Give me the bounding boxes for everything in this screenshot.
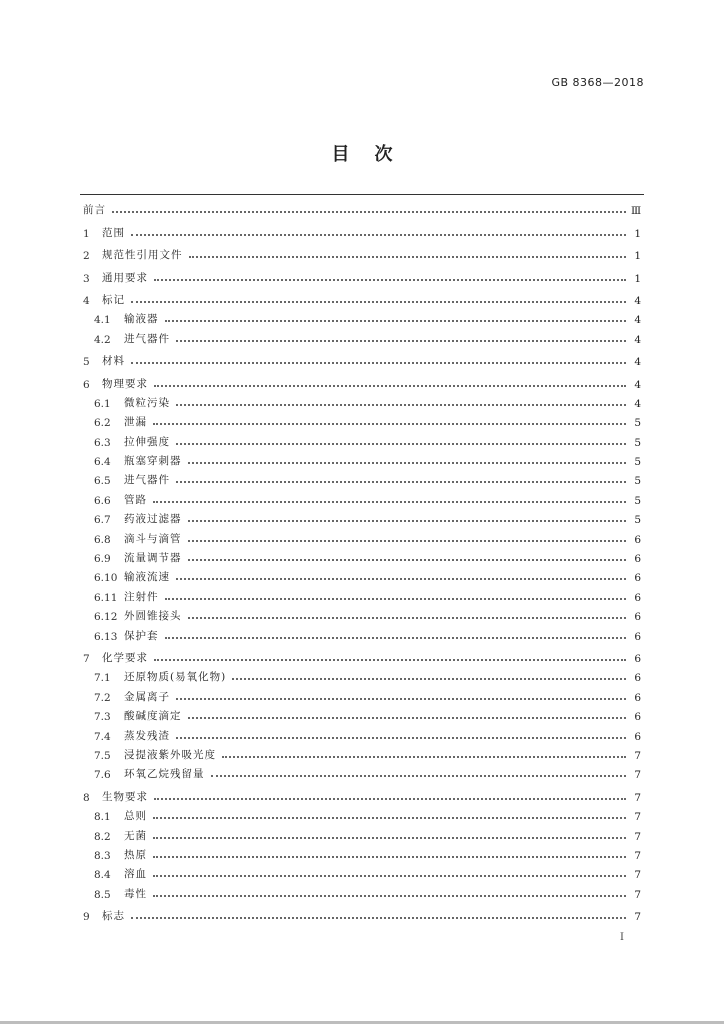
dot-leader [154,385,626,387]
toc-entry-page: 4 [634,378,641,391]
toc-entry[interactable] [83,723,641,742]
toc-entry-page: 6 [634,553,641,566]
toc-entry-title: 生物要求 [102,790,148,803]
toc-entry-title: 进气器件 [124,332,170,345]
toc-entry-number: 6.13 [94,630,118,643]
toc-entry-number: 6.1 [94,397,111,410]
toc-entry-page: 6 [634,652,641,665]
dot-leader [232,678,626,680]
page-title: 目 次 [331,144,393,165]
toc-entry-number: 6.12 [94,611,118,624]
toc-entry-page: 1 [634,250,641,263]
dot-leader [165,320,627,322]
toc-entry-title: 前言 [83,204,106,217]
dot-leader [188,520,627,522]
toc-entry-title: 输液流速 [124,571,170,584]
dot-leader [165,637,627,639]
toc-entry[interactable] [83,762,641,781]
toc-entry-title: 通用要求 [102,271,148,284]
toc-entry-title: 环氧乙烷残留量 [124,768,205,781]
dot-leader [153,895,626,897]
toc-entry[interactable] [83,565,641,584]
dot-leader [176,481,626,483]
toc-entry-page: 7 [634,749,641,762]
toc-entry-title: 总则 [124,810,147,823]
dot-leader [188,462,627,464]
dot-leader [189,256,627,258]
toc-entry[interactable] [83,487,641,506]
dot-leader [154,798,626,800]
toc-entry-page: 7 [634,849,641,862]
toc-entry-title: 范围 [102,226,125,239]
toc-entry[interactable] [83,307,641,326]
toc-entry-number: 7.6 [94,769,111,782]
dot-leader [112,211,626,213]
toc-entry[interactable] [83,349,641,368]
toc-entry-number: 8.2 [94,830,111,843]
toc-entry[interactable] [83,584,641,603]
toc-entry[interactable] [83,288,641,307]
toc-entry-page: 1 [634,272,641,285]
toc-entry-title: 管路 [124,493,147,506]
toc-entry-page: 7 [634,888,641,901]
toc-entry[interactable] [83,507,641,526]
toc-entry[interactable] [83,823,641,842]
toc-entry-title: 标记 [102,293,125,306]
toc-entry-number: 8.3 [94,849,111,862]
toc-entry-title: 酸碱度滴定 [124,710,182,723]
toc-entry-title: 溶血 [124,868,147,881]
toc-entry[interactable] [83,326,641,345]
toc-entry-title: 无菌 [124,829,147,842]
toc-entry-number: 7.3 [94,711,111,724]
dot-leader [153,856,626,858]
toc-entry-page: 6 [634,611,641,624]
toc-entry[interactable] [83,784,641,803]
toc-entry[interactable] [83,684,641,703]
toc-entry-number: 6.2 [94,417,111,430]
toc-entry-number: 6.10 [94,572,118,585]
table-of-contents [83,198,641,923]
toc-entry-title: 化学要求 [102,651,148,664]
footer-page-number: I [620,932,624,943]
dot-leader [188,717,627,719]
toc-entry[interactable] [83,410,641,429]
toc-entry[interactable] [83,604,641,623]
toc-entry-title: 物理要求 [102,377,148,390]
toc-entry-number: 7 [83,652,90,665]
toc-entry-title: 药液过滤器 [124,513,182,526]
toc-entry-title: 毒性 [124,887,147,900]
toc-entry[interactable] [83,243,641,262]
toc-entry[interactable] [83,198,641,217]
toc-entry[interactable] [83,862,641,881]
toc-entry-page: 7 [634,869,641,882]
toc-entry-title: 瓶塞穿刺器 [124,455,182,468]
toc-entry-page: 7 [634,911,641,924]
dot-leader [165,598,627,600]
toc-entry-title: 标志 [102,910,125,923]
toc-entry-page: 5 [634,436,641,449]
toc-entry-number: 7.2 [94,691,111,704]
toc-entry-title: 泄漏 [124,416,147,429]
dot-leader [153,817,626,819]
dot-leader [153,837,626,839]
toc-entry-title: 还原物质(易氧化物) [124,671,227,684]
dot-leader [153,423,626,425]
dot-leader [131,234,626,236]
toc-entry-page: 7 [634,791,641,804]
dot-leader [222,756,626,758]
dot-leader [153,501,626,503]
toc-entry-number: 7.5 [94,749,111,762]
toc-entry-page: 5 [634,417,641,430]
toc-entry-number: 4.1 [94,314,111,327]
title-rule [80,194,644,195]
dot-leader [154,279,626,281]
dot-leader [188,540,627,542]
toc-entry[interactable] [83,391,641,410]
toc-entry-number: 6.8 [94,533,111,546]
toc-entry[interactable] [83,429,641,448]
dot-leader [176,698,626,700]
toc-entry-page: 1 [634,227,641,240]
dot-leader [188,617,627,619]
toc-entry-number: 5 [83,356,90,369]
toc-entry-title: 注射件 [124,590,159,603]
toc-entry[interactable] [83,743,641,762]
toc-entry-page: 6 [634,630,641,643]
toc-entry-page: 6 [634,591,641,604]
toc-entry-number: 6.5 [94,475,111,488]
toc-entry-title: 滴斗与滴管 [124,532,182,545]
dot-leader [176,737,626,739]
dot-leader [131,917,626,919]
toc-entry-page: Ⅲ [631,205,642,218]
toc-entry-number: 6.6 [94,494,111,507]
toc-entry-page: 4 [634,333,641,346]
toc-entry-number: 3 [83,272,90,285]
toc-entry-number: 4 [83,294,90,307]
toc-entry-page: 4 [634,356,641,369]
toc-entry[interactable] [83,449,641,468]
toc-entry[interactable] [83,468,641,487]
toc-entry-number: 8.4 [94,869,111,882]
toc-entry-number: 7.4 [94,730,111,743]
toc-entry-page: 6 [634,672,641,685]
toc-entry-title: 进气器件 [124,474,170,487]
toc-entry[interactable] [83,646,641,665]
toc-entry-number: 8 [83,791,90,804]
toc-entry-page: 6 [634,533,641,546]
toc-entry[interactable] [83,220,641,239]
toc-entry[interactable] [83,526,641,545]
toc-entry[interactable] [83,843,641,862]
toc-entry-page: 4 [634,397,641,410]
dot-leader [153,875,626,877]
toc-entry-title: 规范性引用文件 [102,249,183,262]
toc-entry-number: 6.3 [94,436,111,449]
toc-entry-title: 拉伸强度 [124,435,170,448]
dot-leader [176,578,626,580]
dot-leader [176,443,626,445]
toc-entry-title: 流量调节器 [124,552,182,565]
toc-entry-number: 6.11 [94,591,118,604]
toc-entry-page: 4 [634,294,641,307]
toc-entry-title: 保护套 [124,629,159,642]
toc-entry-page: 6 [634,691,641,704]
toc-entry[interactable] [83,665,641,684]
toc-entry-number: 6 [83,378,90,391]
toc-entry-number: 1 [83,227,90,240]
toc-entry[interactable] [83,704,641,723]
standard-number: GB 8368—2018 [551,76,644,89]
toc-entry[interactable] [83,804,641,823]
toc-entry-title: 金属离子 [124,690,170,703]
dot-leader [154,659,626,661]
toc-entry-number: 7.1 [94,672,111,685]
toc-entry-page: 7 [634,811,641,824]
toc-entry-title: 浸提液紫外吸光度 [124,748,216,761]
dot-leader [131,301,626,303]
toc-entry[interactable] [83,371,641,390]
toc-entry-page: 7 [634,769,641,782]
toc-entry-title: 输液器 [124,313,159,326]
dot-leader [176,340,626,342]
toc-entry-number: 8.5 [94,888,111,901]
toc-entry-number: 9 [83,911,90,924]
toc-entry-page: 4 [634,314,641,327]
toc-entry-title: 热原 [124,848,147,861]
toc-entry-page: 6 [634,572,641,585]
toc-entry-page: 5 [634,475,641,488]
toc-entry[interactable] [83,265,641,284]
dot-leader [188,559,627,561]
toc-entry-page: 7 [634,830,641,843]
toc-entry-title: 蒸发残渣 [124,729,170,742]
toc-entry-number: 4.2 [94,333,111,346]
toc-entry-number: 6.9 [94,553,111,566]
dot-leader [211,775,627,777]
toc-entry-number: 6.7 [94,514,111,527]
toc-entry-page: 5 [634,514,641,527]
toc-entry-title: 外圆锥接头 [124,610,182,623]
dot-leader [176,404,626,406]
toc-entry[interactable] [83,881,641,900]
toc-entry[interactable] [83,546,641,565]
toc-entry-number: 2 [83,250,90,263]
toc-entry-title: 材料 [102,355,125,368]
toc-entry-page: 6 [634,730,641,743]
toc-entry-title: 微粒污染 [124,396,170,409]
toc-entry[interactable] [83,904,641,923]
toc-entry[interactable] [83,623,641,642]
toc-entry-page: 5 [634,456,641,469]
dot-leader [131,362,626,364]
toc-entry-number: 8.1 [94,811,111,824]
toc-entry-number: 6.4 [94,456,111,469]
toc-entry-page: 5 [634,494,641,507]
toc-entry-page: 6 [634,711,641,724]
